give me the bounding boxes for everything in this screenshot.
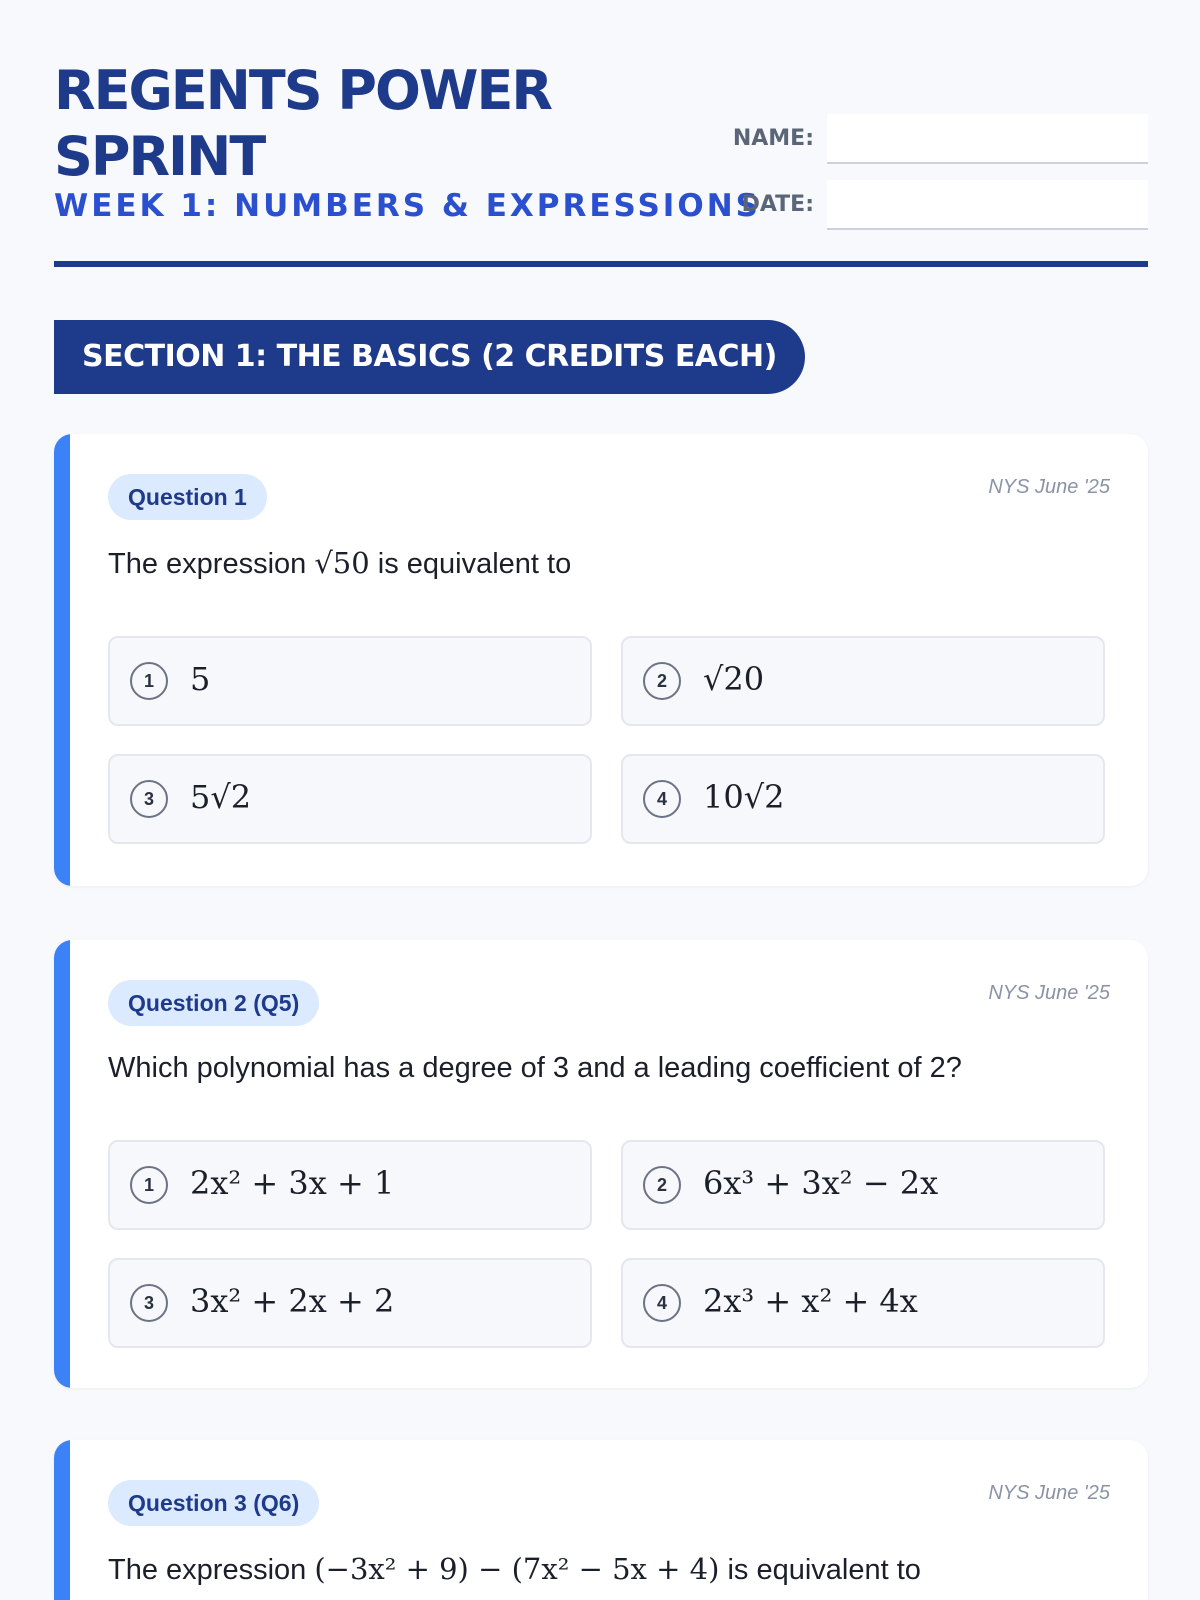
date-field[interactable] <box>827 180 1148 230</box>
section-banner: SECTION 1: THE BASICS (2 CREDITS EACH) <box>54 320 805 394</box>
choice-expression: 10√2 <box>703 778 785 816</box>
question-source: NYS June '25 <box>988 1482 1110 1504</box>
answer-choice-3[interactable] <box>108 754 592 844</box>
worksheet-title: REGENTS POWER SPRINT <box>54 59 551 188</box>
choice-number: 4 <box>643 1284 681 1322</box>
choice-expression: 2x² + 3x + 1 <box>190 1164 395 1202</box>
name-label: NAME: <box>732 126 814 151</box>
header-divider <box>54 261 1148 267</box>
answer-choice-3[interactable] <box>108 1258 592 1348</box>
question-text <box>108 1552 921 1587</box>
name-field[interactable] <box>827 114 1148 164</box>
choice-expression: √20 <box>703 660 765 698</box>
question-text <box>108 546 571 581</box>
question-text-before: The expression <box>108 548 315 580</box>
question-text: Which polynomial has a degree of 3 and a leading coefficient of 2? <box>108 1052 962 1084</box>
date-label: DATE: <box>741 192 814 217</box>
choice-expression: 5 <box>190 660 211 698</box>
question-expression: √50 <box>314 546 370 580</box>
question-badge: Question 2 (Q5) <box>108 980 319 1026</box>
choice-number: 4 <box>643 780 681 818</box>
answer-choice-4[interactable] <box>621 1258 1105 1348</box>
choice-expression: 3x² + 2x + 2 <box>190 1282 395 1320</box>
question-card-1 <box>54 434 1148 886</box>
choice-number: 3 <box>130 1284 168 1322</box>
choice-expression: 6x³ + 3x² − 2x <box>703 1164 939 1202</box>
question-expression: (−3x² + 9) − (7x² − 5x + 4) <box>314 1552 720 1586</box>
worksheet-subtitle: WEEK 1: NUMBERS & EXPRESSIONS <box>54 188 761 224</box>
question-text-after: is equivalent to <box>369 548 572 580</box>
question-card-2 <box>54 940 1148 1388</box>
choice-number: 1 <box>130 1166 168 1204</box>
answer-choice-4[interactable] <box>621 754 1105 844</box>
choice-number: 3 <box>130 780 168 818</box>
choice-expression: 5√2 <box>190 778 252 816</box>
question-source: NYS June '25 <box>988 982 1110 1004</box>
card-accent-bar <box>54 940 70 1388</box>
choice-expression: 2x³ + x² + 4x <box>703 1282 918 1320</box>
card-accent-bar <box>54 434 70 886</box>
answer-choice-2[interactable] <box>621 1140 1105 1230</box>
question-source: NYS June '25 <box>988 476 1110 498</box>
answer-choice-1[interactable] <box>108 636 592 726</box>
answer-choice-2[interactable] <box>621 636 1105 726</box>
worksheet-header <box>54 58 1148 224</box>
question-badge: Question 3 (Q6) <box>108 1480 319 1526</box>
choice-number: 2 <box>643 1166 681 1204</box>
question-text-before: The expression <box>108 1554 315 1586</box>
choice-number: 1 <box>130 662 168 700</box>
choice-number: 2 <box>643 662 681 700</box>
question-badge: Question 1 <box>108 474 267 520</box>
answer-choice-1[interactable] <box>108 1140 592 1230</box>
card-accent-bar <box>54 1440 70 1600</box>
question-text-after: is equivalent to <box>719 1554 921 1586</box>
question-card-3 <box>54 1440 1148 1600</box>
